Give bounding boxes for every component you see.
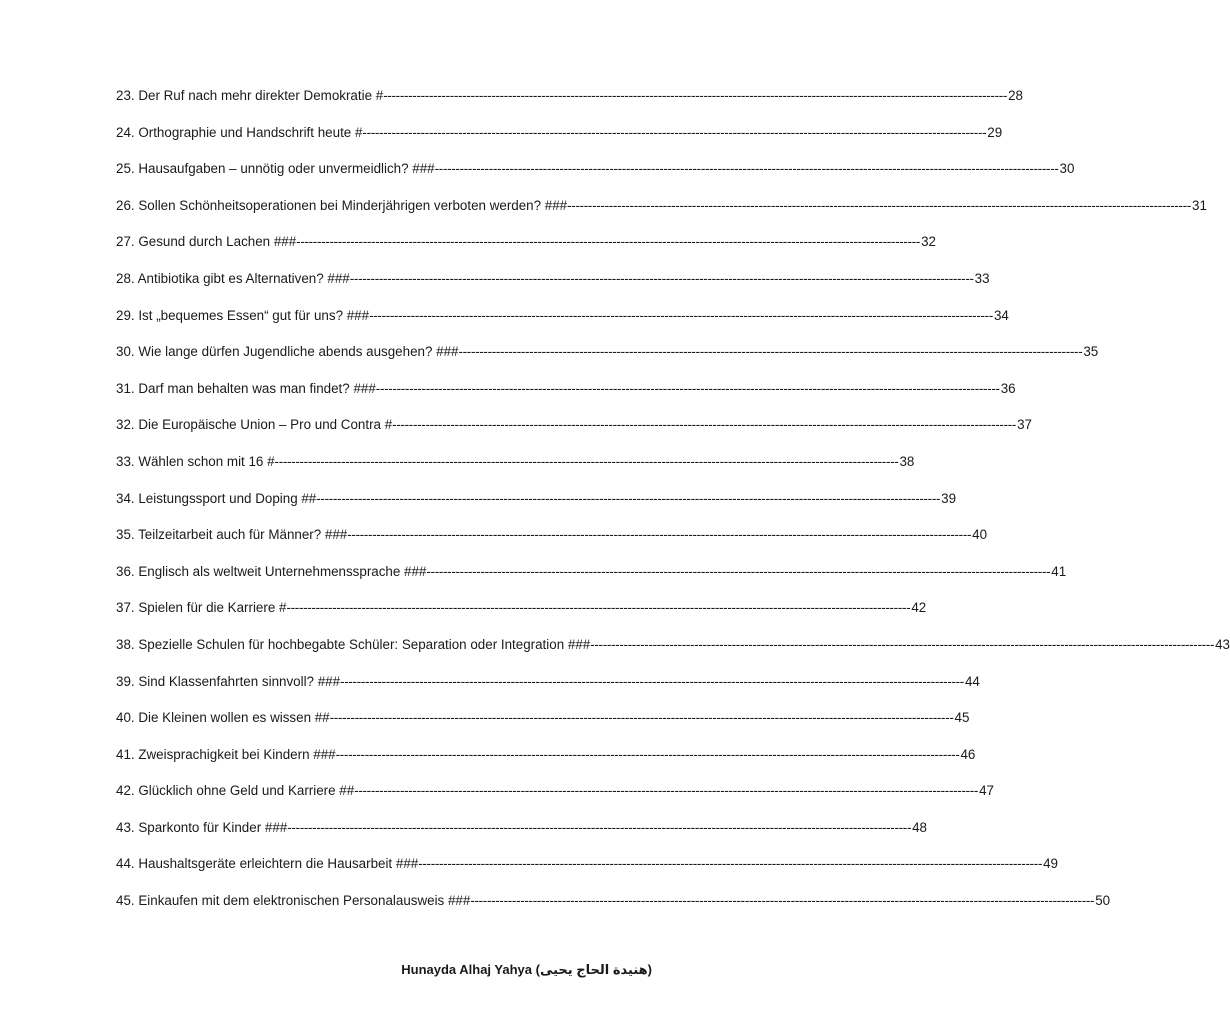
toc-entry-page-number: 50 — [1095, 893, 1111, 909]
toc-entry-title: 40. Die Kleinen wollen es wissen ## — [116, 710, 330, 726]
toc-dot-leader: ------------------------------------------------------------------------------------------------------------------------------------------------------ — [470, 893, 1095, 909]
toc-dot-leader: ------------------------------------------------------------------------------------------------------------------------------------------------------ — [567, 197, 1192, 213]
toc-dot-leader: ------------------------------------------------------------------------------------------------------------------------------------------------------ — [296, 234, 921, 250]
toc-entry-title: 45. Einkaufen mit dem elektronischen Personalausweis ### — [116, 893, 471, 909]
toc-entry-page-number: 48 — [912, 819, 928, 835]
toc-dot-leader: ------------------------------------------------------------------------------------------------------------------------------------------------------ — [274, 453, 899, 469]
table-of-contents — [116, 86, 1230, 928]
toc-entry-title: 37. Spielen für die Karriere # — [116, 600, 287, 616]
toc-dot-leader: ------------------------------------------------------------------------------------------------------------------------------------------------------ — [354, 783, 979, 799]
toc-entry-title: 33. Wählen schon mit 16 # — [116, 453, 275, 469]
toc-entry — [116, 781, 994, 818]
toc-entry — [116, 672, 980, 709]
toc-dot-leader: ------------------------------------------------------------------------------------------------------------------------------------------------------ — [347, 527, 972, 543]
toc-entry — [116, 306, 1009, 343]
toc-entry — [116, 342, 1099, 379]
toc-entry — [116, 196, 1207, 233]
toc-entry-title: 42. Glücklich ohne Geld und Karriere ## — [116, 783, 355, 799]
toc-entry — [116, 232, 936, 269]
toc-entry — [116, 562, 1067, 599]
toc-dot-leader: ------------------------------------------------------------------------------------------------------------------------------------------------------ — [369, 307, 993, 323]
toc-entry-page-number: 36 — [1000, 380, 1016, 396]
toc-dot-leader: ------------------------------------------------------------------------------------------------------------------------------------------------------ — [329, 710, 954, 726]
toc-entry-title: 43. Sparkonto für Kinder ### — [116, 819, 288, 835]
toc-dot-leader: ------------------------------------------------------------------------------------------------------------------------------------------------------ — [375, 380, 1000, 396]
toc-entry-title: 41. Zweisprachigkeit bei Kindern ### — [116, 746, 336, 762]
toc-dot-leader: ------------------------------------------------------------------------------------------------------------------------------------------------------ — [286, 600, 911, 616]
toc-entry — [116, 269, 990, 306]
toc-entry-page-number: 46 — [960, 746, 976, 762]
toc-entry-page-number: 33 — [974, 270, 990, 286]
toc-entry-page-number: 47 — [979, 783, 994, 799]
toc-entry-page-number: 44 — [964, 673, 980, 689]
toc-entry — [116, 818, 928, 855]
toc-entry-title: 25. Hausaufgaben – unnötig oder unvermeidlich? ### — [116, 161, 435, 177]
toc-entry — [116, 525, 988, 562]
toc-entry — [116, 891, 1111, 928]
toc-entry-page-number: 28 — [1008, 88, 1023, 103]
toc-entry-title: 30. Wie lange dürfen Jugendliche abends ausgehen? ### — [116, 344, 459, 360]
toc-entry — [116, 598, 927, 635]
toc-entry — [116, 745, 976, 782]
toc-entry-page-number: 42 — [911, 600, 927, 616]
toc-dot-leader: ------------------------------------------------------------------------------------------------------------------------------------------------------ — [335, 746, 960, 762]
toc-dot-leader: ------------------------------------------------------------------------------------------------------------------------------------------------------ — [458, 344, 1083, 360]
toc-entry-page-number: 38 — [899, 453, 915, 469]
toc-entry-page-number: 49 — [1043, 856, 1059, 872]
toc-entry-page-number: 30 — [1059, 161, 1075, 177]
toc-dot-leader: ------------------------------------------------------------------------------------------------------------------------------------------------------ — [434, 161, 1059, 177]
toc-entry-page-number: 35 — [1083, 344, 1099, 360]
toc-entry-page-number: 29 — [987, 124, 1003, 140]
toc-dot-leader: ------------------------------------------------------------------------------------------------------------------------------------------------------ — [426, 563, 1051, 579]
author-footer: Hunayda Alhaj Yahya (هنيدة الحاج يحيى) — [401, 962, 652, 977]
toc-entry — [116, 159, 1075, 196]
toc-entry — [116, 708, 970, 745]
toc-entry-page-number: 31 — [1192, 197, 1207, 213]
toc-entry — [116, 635, 1230, 672]
toc-entry — [116, 854, 1059, 891]
toc-entry-page-number: 43 — [1215, 636, 1230, 652]
toc-dot-leader: ------------------------------------------------------------------------------------------------------------------------------------------------------ — [590, 636, 1215, 652]
toc-entry-title: 35. Teilzeitarbeit auch für Männer? ### — [116, 527, 348, 543]
toc-entry-title: 34. Leistungssport und Doping ## — [116, 490, 317, 506]
toc-entry-page-number: 32 — [921, 234, 936, 250]
toc-entry-title: 26. Sollen Schönheitsoperationen bei Minderjährigen verboten werden? ### — [116, 197, 568, 213]
toc-dot-leader: ------------------------------------------------------------------------------------------------------------------------------------------------------ — [383, 88, 1008, 103]
toc-entry — [116, 123, 1003, 160]
toc-dot-leader: ------------------------------------------------------------------------------------------------------------------------------------------------------ — [287, 819, 912, 835]
toc-dot-leader: ------------------------------------------------------------------------------------------------------------------------------------------------------ — [392, 417, 1017, 433]
toc-entry-title: 44. Haushaltsgeräte erleichtern die Hausarbeit ### — [116, 856, 419, 872]
toc-entry — [116, 415, 1032, 452]
toc-entry-title: 32. Die Europäische Union – Pro und Contra # — [116, 417, 393, 433]
toc-entry-page-number: 34 — [993, 307, 1009, 323]
toc-dot-leader: ------------------------------------------------------------------------------------------------------------------------------------------------------ — [349, 270, 974, 286]
toc-entry — [116, 452, 915, 489]
toc-dot-leader: ------------------------------------------------------------------------------------------------------------------------------------------------------ — [340, 673, 964, 689]
toc-entry-title: 36. Englisch als weltweit Unternehmenssprache ### — [116, 563, 427, 579]
toc-entry-page-number: 39 — [941, 490, 957, 506]
toc-entry-title: 27. Gesund durch Lachen ### — [116, 234, 297, 250]
toc-entry — [116, 489, 957, 526]
toc-entry-page-number: 45 — [954, 710, 970, 726]
toc-entry — [116, 379, 1016, 416]
toc-dot-leader: ------------------------------------------------------------------------------------------------------------------------------------------------------ — [362, 124, 987, 140]
toc-dot-leader: ------------------------------------------------------------------------------------------------------------------------------------------------------ — [418, 856, 1043, 872]
toc-entry-title: 29. Ist „bequemes Essen“ gut für uns? ### — [116, 307, 370, 323]
toc-entry-page-number: 41 — [1051, 563, 1067, 579]
toc-entry-title: 31. Darf man behalten was man findet? ### — [116, 380, 376, 396]
toc-entry-title: 28. Antibiotika gibt es Alternativen? ### — [116, 270, 350, 286]
toc-entry-title: 38. Spezielle Schulen für hochbegabte Schüler: Separation oder Integration ### — [116, 636, 591, 652]
toc-dot-leader: ------------------------------------------------------------------------------------------------------------------------------------------------------ — [316, 490, 941, 506]
toc-entry-page-number: 37 — [1017, 417, 1032, 433]
toc-entry-title: 39. Sind Klassenfahrten sinnvoll? ### — [116, 673, 341, 689]
toc-entry-title: 23. Der Ruf nach mehr direkter Demokratie # — [116, 88, 384, 103]
toc-entry-title: 24. Orthographie und Handschrift heute # — [116, 124, 363, 140]
toc-entry-page-number: 40 — [972, 527, 988, 543]
toc-entry — [116, 86, 1023, 123]
